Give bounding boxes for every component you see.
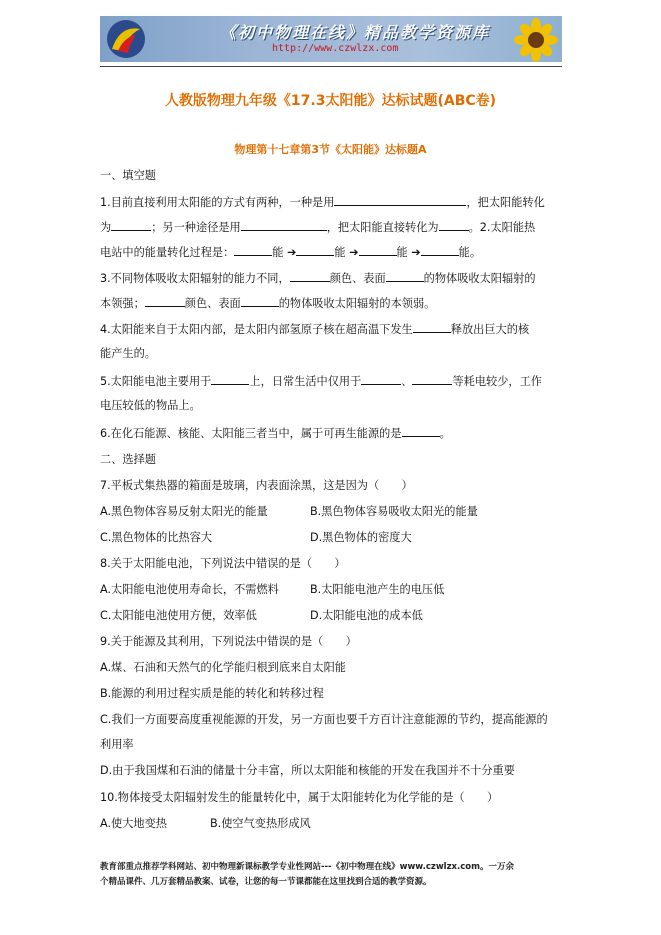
option-a[interactable]: A.使大地变热 <box>100 817 167 830</box>
option-d[interactable]: D.黑色物体的密度大 <box>310 531 412 544</box>
answer-blank[interactable] <box>386 270 424 282</box>
answer-blank[interactable] <box>241 295 279 307</box>
answer-blank[interactable] <box>211 373 249 385</box>
question-5-line-1: 5.太阳能电池主要用于 上，日常生活中仅用于 、 等耗电较少，工作 <box>100 375 542 388</box>
answer-blank[interactable] <box>421 244 459 256</box>
banner-title: 《初中物理在线》精品教学资源库 <box>220 23 491 42</box>
answer-blank[interactable] <box>413 321 451 333</box>
option-c[interactable]: C.黑色物体的比热容大 <box>100 531 213 544</box>
answer-blank[interactable] <box>290 270 330 282</box>
site-logo-icon <box>106 19 146 59</box>
answer-blank[interactable] <box>439 219 469 231</box>
option-a[interactable]: A.太阳能电池使用寿命长，不需燃料 <box>100 583 279 596</box>
answer-blank[interactable] <box>359 244 397 256</box>
answer-blank[interactable] <box>234 244 272 256</box>
question-4-line-2: 能产生的。 <box>100 347 156 360</box>
option-c[interactable]: C.我们一方面要高度重视能源的开发，另一方面也要千方百计注意能源的节约，提高能源的 <box>100 713 548 726</box>
answer-blank[interactable] <box>402 425 440 437</box>
question-1-line-1: 1.目前直接利用太阳能的方式有两种，一种是用 ，把太阳能转化 <box>100 196 545 209</box>
option-b[interactable]: B.能源的利用过程实质是能的转化和转移过程 <box>100 687 324 700</box>
section-heading: 二、选择题 <box>100 453 156 466</box>
question-7: 7.平板式集热器的箱面是玻璃，内表面涂黑，这是因为（ ） <box>100 479 413 492</box>
question-10: 10.物体接受太阳辐射发生的能量转化中，属于太阳能转化为化学能的是（ ） <box>100 791 499 804</box>
answer-blank[interactable] <box>296 244 334 256</box>
question-3-line-1: 3.不同物体吸收太阳辐射的能力不同， 颜色、表面 的物体吸收太阳辐射的 <box>100 272 536 285</box>
question-2: 电站中的能量转化过程是： 能 ➔ 能 ➔ 能 ➔ 能。 <box>100 246 482 259</box>
header-rule <box>100 66 562 67</box>
footer-line-2: 个精品课件、几万套精品教案、试卷，让您的每一节课都能在这里找到合适的教学资源。 <box>100 877 432 887</box>
footer-line-1: 教育部重点推荐学科网站、初中物理新课标教学专业性网站---《初中物理在线》www.czwlzx.com。一万余 <box>100 862 514 872</box>
section-heading: 一、填空题 <box>100 169 156 182</box>
question-7-options-row-1 <box>100 504 478 520</box>
option-b[interactable]: B.黑色物体容易吸收太阳光的能量 <box>310 505 478 518</box>
option-d[interactable]: D.太阳能电池的成本低 <box>310 609 423 622</box>
answer-blank[interactable] <box>241 219 327 231</box>
question-4-line-1: 4.太阳能来自于太阳内部，是太阳内部氢原子核在超高温下发生 释放出巨大的核 <box>100 323 530 336</box>
question-10-options-row-1 <box>100 816 311 832</box>
option-d[interactable]: D.由于我国煤和石油的储量十分丰富，所以太阳能和核能的开发在我国并不十分重要 <box>100 764 515 777</box>
answer-blank[interactable] <box>145 295 185 307</box>
sunflower-icon <box>514 18 558 62</box>
question-1-line-2: 为 ；另一种途径是用 ，把太阳能直接转化为 。2.太阳能热 <box>100 221 536 234</box>
question-8-options-row-1 <box>100 582 445 598</box>
option-c-continued: 利用率 <box>100 738 134 751</box>
question-6: 6.在化石能源、核能、太阳能三者当中，属于可再生能源的是 。 <box>100 427 451 440</box>
document-subtitle: 物理第十七章第3节《太阳能》达标题A <box>234 143 427 156</box>
option-b[interactable]: B.太阳能电池产生的电压低 <box>310 583 445 596</box>
header-banner <box>100 16 562 62</box>
answer-blank[interactable] <box>334 194 466 206</box>
question-3-line-2: 本领强； 颜色、表面 的物体吸收太阳辐射的本领弱。 <box>100 297 436 310</box>
page-footer <box>100 860 514 890</box>
question-9: 9.关于能源及其利用，下列说法中错误的是（ ） <box>100 635 357 648</box>
question-7-options-row-2 <box>100 530 412 546</box>
option-c[interactable]: C.太阳能电池使用方便，效率低 <box>100 609 257 622</box>
answer-blank[interactable] <box>412 373 452 385</box>
banner-url[interactable]: http://www.czwlzx.com <box>272 43 399 54</box>
question-8: 8.关于太阳能电池，下列说法中错误的是（ ） <box>100 557 346 570</box>
answer-blank[interactable] <box>361 373 401 385</box>
document-title: 人教版物理九年级《17.3太阳能》达标试题(ABC卷) <box>164 93 497 109</box>
answer-blank[interactable] <box>111 219 151 231</box>
question-8-options-row-2 <box>100 608 423 624</box>
question-5-line-2: 电压较低的物品上。 <box>100 399 201 412</box>
option-a[interactable]: A.煤、石油和天然气的化学能归根到底来自太阳能 <box>100 661 346 674</box>
option-a[interactable]: A.黑色物体容易反射太阳光的能量 <box>100 505 268 518</box>
option-b[interactable]: B.使空气变热形成风 <box>210 817 311 830</box>
